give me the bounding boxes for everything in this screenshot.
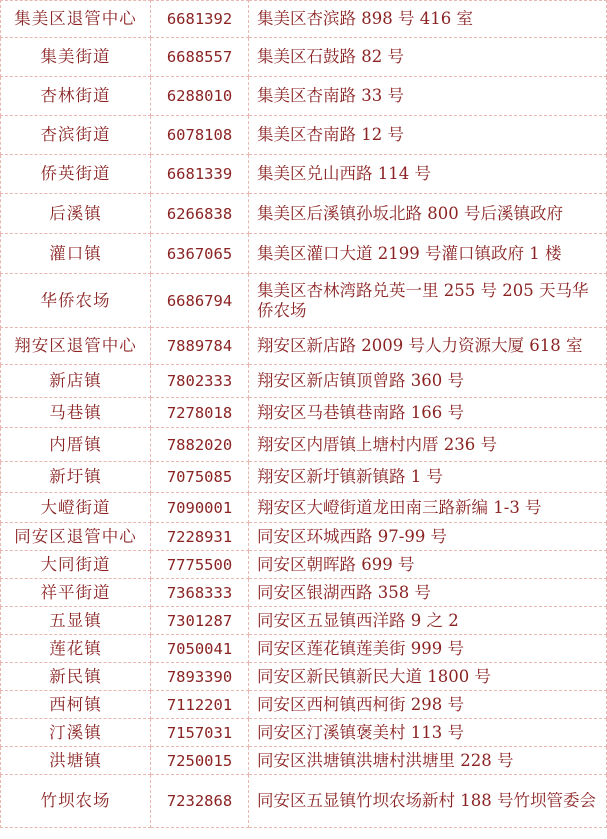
phone-number: 6288010 [151,77,249,116]
office-address: 同安区汀溪镇褒美村 113 号 [249,719,607,747]
office-name: 杏林街道 [1,77,151,116]
office-name: 杏滨街道 [1,116,151,155]
phone-number: 7889784 [151,328,249,365]
office-name: 侨英街道 [1,155,151,194]
phone-number: 7050041 [151,635,249,663]
office-name: 内厝镇 [1,428,151,462]
table-row [1,38,607,77]
phone-number: 6681339 [151,155,249,194]
office-address: 同安区洪塘镇洪塘村洪塘里 228 号 [249,747,607,775]
office-address: 集美区后溪镇孙坂北路 800 号后溪镇政府 [249,194,607,234]
office-address: 同安区五显镇西洋路 9 之 2 [249,607,607,635]
table-row [1,579,607,607]
table-row [1,663,607,691]
phone-number: 7228931 [151,523,249,551]
table-row [1,775,607,828]
office-address: 同安区西柯镇西柯街 298 号 [249,691,607,719]
table-row [1,365,607,398]
phone-number: 7802333 [151,365,249,398]
table-row [1,523,607,551]
phone-number: 7893390 [151,663,249,691]
office-address: 集美区灌口大道 2199 号灌口镇政府 1 楼 [249,234,607,274]
office-address: 同安区银湖西路 358 号 [249,579,607,607]
table-row [1,428,607,462]
office-name: 新民镇 [1,663,151,691]
office-name: 莲花镇 [1,635,151,663]
table-row [1,155,607,194]
phone-number: 6688557 [151,38,249,77]
phone-number: 7250015 [151,747,249,775]
phone-number: 6367065 [151,234,249,274]
office-address: 集美区杏滨路 898 号 416 室 [249,1,607,38]
office-name: 汀溪镇 [1,719,151,747]
office-address: 翔安区内厝镇上塘村内厝 236 号 [249,428,607,462]
table-row [1,1,607,38]
phone-number: 6266838 [151,194,249,234]
office-name: 翔安区退管中心 [1,328,151,365]
office-address: 同安区朝晖路 699 号 [249,551,607,579]
table-row [1,635,607,663]
office-address: 同安区新民镇新民大道 1800 号 [249,663,607,691]
table-row [1,462,607,493]
office-address: 集美区杏南路 33 号 [249,77,607,116]
phone-number: 7368333 [151,579,249,607]
phone-number: 7301287 [151,607,249,635]
office-name: 集美区退管中心 [1,1,151,38]
table-row [1,194,607,234]
office-name: 五显镇 [1,607,151,635]
phone-number: 7775500 [151,551,249,579]
office-address: 翔安区大嶝街道龙田南三路新编 1-3 号 [249,493,607,523]
office-address: 翔安区新店镇顶曾路 360 号 [249,365,607,398]
office-name: 后溪镇 [1,194,151,234]
office-address: 同安区莲花镇莲美街 999 号 [249,635,607,663]
office-name: 竹坝农场 [1,775,151,828]
office-address: 集美区杏林湾路兑英一里 255 号 205 天马华侨农场 [249,274,607,328]
table-row [1,328,607,365]
phone-number: 7278018 [151,398,249,428]
table-row [1,747,607,775]
phone-number: 6681392 [151,1,249,38]
phone-number: 6686794 [151,274,249,328]
office-address: 同安区五显镇竹坝农场新村 188 号竹坝管委会 [249,775,607,828]
table-row [1,551,607,579]
table-row [1,116,607,155]
table-row [1,234,607,274]
phone-number: 6078108 [151,116,249,155]
office-name: 大同街道 [1,551,151,579]
office-address: 集美区石鼓路 82 号 [249,38,607,77]
office-address: 翔安区新店路 2009 号人力资源大厦 618 室 [249,328,607,365]
office-address: 翔安区马巷镇巷南路 166 号 [249,398,607,428]
phone-number: 7090001 [151,493,249,523]
table-row [1,691,607,719]
table-row [1,607,607,635]
office-name: 马巷镇 [1,398,151,428]
office-name: 洪塘镇 [1,747,151,775]
office-name: 新圩镇 [1,462,151,493]
table-row [1,493,607,523]
office-name: 同安区退管中心 [1,523,151,551]
contact-table-body [1,1,607,828]
table-row [1,719,607,747]
office-name: 灌口镇 [1,234,151,274]
phone-number: 7232868 [151,775,249,828]
office-address: 同安区环城西路 97-99 号 [249,523,607,551]
office-name: 新店镇 [1,365,151,398]
office-name: 集美街道 [1,38,151,77]
office-address: 集美区杏南路 12 号 [249,116,607,155]
phone-number: 7075085 [151,462,249,493]
office-address: 集美区兑山西路 114 号 [249,155,607,194]
office-name: 大嶝街道 [1,493,151,523]
phone-number: 7157031 [151,719,249,747]
phone-number: 7112201 [151,691,249,719]
office-name: 西柯镇 [1,691,151,719]
office-name: 祥平街道 [1,579,151,607]
office-address: 翔安区新圩镇新镇路 1 号 [249,462,607,493]
table-row [1,77,607,116]
office-name: 华侨农场 [1,274,151,328]
table-row [1,398,607,428]
phone-number: 7882020 [151,428,249,462]
table-row [1,274,607,328]
